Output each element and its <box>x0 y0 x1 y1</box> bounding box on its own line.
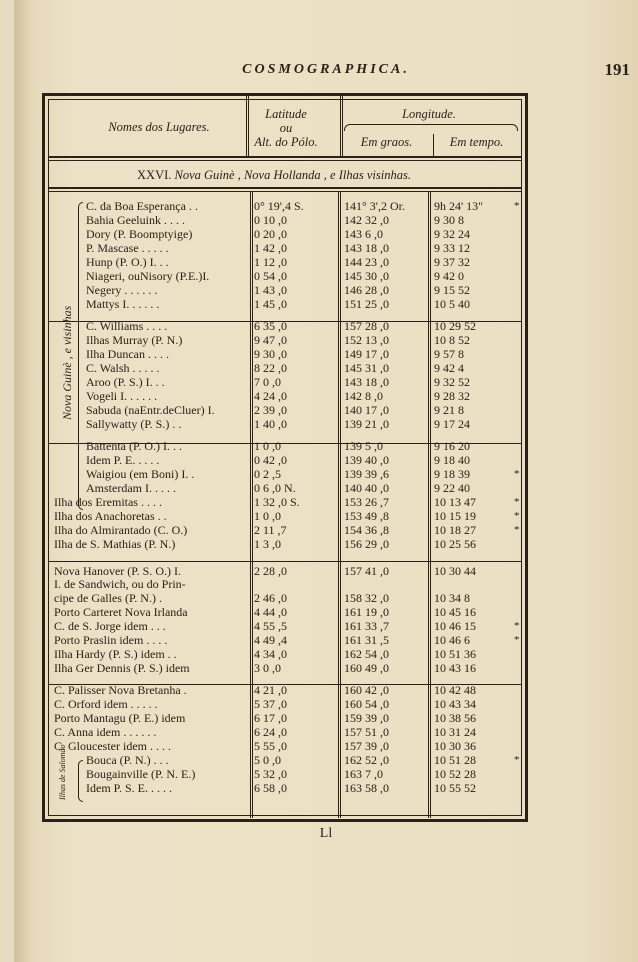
latitude-value: 4 34 ,0 <box>254 647 287 661</box>
latitude-value: 0 42 ,0 <box>254 453 287 467</box>
table-row <box>14 214 534 228</box>
table-row <box>14 376 534 390</box>
place-name: Mattys I. . . . . . <box>86 298 160 311</box>
place-name: Porto Carteret Nova Irlanda <box>54 606 188 619</box>
table-row <box>14 404 534 418</box>
observation-mark: * <box>514 468 520 480</box>
book-page <box>14 0 638 962</box>
longitude-degrees: 158 32 ,0 <box>344 591 389 605</box>
header-latitude-1: Latitude <box>265 107 307 121</box>
table-row <box>14 510 534 524</box>
place-name: Sallywatty (P. S.) . . <box>86 418 182 431</box>
place-name: Waigiou (em Boni) I. . <box>86 468 195 481</box>
table-row <box>14 565 534 579</box>
latitude-value: 0° 19',4 S. <box>254 199 304 213</box>
table-row <box>14 754 534 768</box>
longitude-degrees: 145 30 ,0 <box>344 269 389 283</box>
table-row <box>14 698 534 712</box>
table-row <box>14 468 534 482</box>
place-name: Idem P. E. . . . . <box>86 454 160 467</box>
table-row <box>14 362 534 376</box>
longitude-degrees: 157 39 ,0 <box>344 739 389 753</box>
table-row <box>14 418 534 432</box>
table-row <box>14 440 534 454</box>
place-name: Ilha Ger Dennis (P. S.) idem <box>54 662 190 675</box>
longitude-time: 9 15 52 <box>434 283 470 297</box>
latitude-value: 1 32 ,0 S. <box>254 495 300 509</box>
longitude-time: 9 33 12 <box>434 241 470 255</box>
longitude-degrees: 152 13 ,0 <box>344 333 389 347</box>
latitude-value: 1 43 ,0 <box>254 283 287 297</box>
latitude-value: 1 0 ,0 <box>254 439 281 453</box>
table-row <box>14 390 534 404</box>
longitude-time: 9 21 8 <box>434 403 464 417</box>
table-row <box>14 270 534 284</box>
table-row <box>14 740 534 754</box>
header-degrees: Em graos. <box>360 135 413 149</box>
table-row <box>14 242 534 256</box>
longitude-degrees: 141° 3',2 Or. <box>344 199 405 213</box>
place-name: cipe de Galles (P. N.) . <box>54 592 162 605</box>
latitude-value: 4 55 ,5 <box>254 619 287 633</box>
longitude-degrees: 160 54 ,0 <box>344 697 389 711</box>
longitude-degrees: 162 54 ,0 <box>344 647 389 661</box>
longitude-time: 10 13 47 <box>434 495 476 509</box>
place-name: Ilha do Almirantado (C. O.) <box>54 524 188 537</box>
longitude-time: 10 5 40 <box>434 297 470 311</box>
place-name: Battenta (P. O.) I. . . <box>86 440 182 453</box>
table-row <box>14 228 534 242</box>
latitude-value: 1 0 ,0 <box>254 509 281 523</box>
place-name: C. Gloucester idem . . . . <box>54 740 171 753</box>
table-row <box>14 256 534 270</box>
observation-mark: * <box>514 496 520 508</box>
longitude-degrees: 160 49 ,0 <box>344 661 389 675</box>
longitude-degrees: 157 28 ,0 <box>344 319 389 333</box>
longitude-time: 10 30 36 <box>434 739 476 753</box>
latitude-value: 6 58 ,0 <box>254 781 287 795</box>
table-row <box>14 578 534 592</box>
table-row <box>14 662 534 676</box>
longitude-degrees: 143 6 ,0 <box>344 227 383 241</box>
table-row <box>14 768 534 782</box>
table-row <box>14 634 534 648</box>
header-names: Nomes dos Lugares. <box>108 120 210 134</box>
longitude-time: 10 15 19 <box>434 509 476 523</box>
place-name: Ilha dos Anachoretas . . <box>54 510 167 523</box>
longitude-degrees: 161 19 ,0 <box>344 605 389 619</box>
latitude-value: 3 0 ,0 <box>254 661 281 675</box>
latitude-value: 5 37 ,0 <box>254 697 287 711</box>
longitude-time: 10 55 52 <box>434 781 476 795</box>
longitude-degrees: 157 41 ,0 <box>344 564 389 578</box>
latitude-value: 9 47 ,0 <box>254 333 287 347</box>
longitude-time: 10 51 36 <box>434 647 476 661</box>
longitude-degrees: 144 23 ,0 <box>344 255 389 269</box>
longitude-degrees: 161 33 ,7 <box>344 619 389 633</box>
longitude-time: 9 42 0 <box>434 269 464 283</box>
longitude-time: 9 42 4 <box>434 361 464 375</box>
place-name: Ilha Hardy (P. S.) idem . . <box>54 648 177 661</box>
longitude-degrees: 143 18 ,0 <box>344 375 389 389</box>
observation-mark: * <box>514 524 520 536</box>
place-name: P. Mascase . . . . . <box>86 242 169 255</box>
longitude-time: 10 43 16 <box>434 661 476 675</box>
latitude-value: 2 11 ,7 <box>254 523 287 537</box>
latitude-value: 5 32 ,0 <box>254 767 287 781</box>
latitude-value: 5 55 ,0 <box>254 739 287 753</box>
place-name: Aroo (P. S.) I. . . <box>86 376 165 389</box>
col-rule-time <box>433 134 434 156</box>
place-name: Porto Mantagu (P. E.) idem <box>54 712 186 725</box>
longitude-time: 9h 24' 13" <box>434 199 484 213</box>
place-name: Hunp (P. O.) I. . . <box>86 256 169 269</box>
table-row <box>14 782 534 796</box>
table-row <box>14 454 534 468</box>
place-name: C. Williams . . . . <box>86 320 168 333</box>
header-latitude-3: Alt. do Pólo. <box>254 135 318 149</box>
place-name: C. Palisser Nova Bretanha . <box>54 684 187 697</box>
table-row <box>14 524 534 538</box>
section-rule-2 <box>48 191 522 192</box>
table-row <box>14 538 534 552</box>
latitude-value: 1 42 ,0 <box>254 241 287 255</box>
latitude-value: 6 17 ,0 <box>254 711 287 725</box>
longitude-degrees: 156 29 ,0 <box>344 537 389 551</box>
side-label-salomao: Ilhas de Salomão <box>58 744 67 800</box>
place-name: I. de Sandwich, ou do Prin- <box>54 578 186 591</box>
longitude-degrees: 145 31 ,0 <box>344 361 389 375</box>
longitude-degrees: 161 31 ,5 <box>344 633 389 647</box>
place-name: Sabuda (naEntr.deCluer) I. <box>86 404 215 417</box>
longitude-degrees: 149 17 ,0 <box>344 347 389 361</box>
longitude-degrees: 163 7 ,0 <box>344 767 383 781</box>
place-name: C. Anna idem . . . . . . <box>54 726 157 739</box>
longitude-time: 10 18 27 <box>434 523 476 537</box>
latitude-value: 6 24 ,0 <box>254 725 287 739</box>
section-title <box>54 168 494 183</box>
observation-mark: * <box>514 620 520 632</box>
latitude-value: 1 12 ,0 <box>254 255 287 269</box>
place-name: Bahia Geeluink . . . . <box>86 214 185 227</box>
table-row <box>14 620 534 634</box>
latitude-value: 2 39 ,0 <box>254 403 287 417</box>
latitude-value: 4 49 ,4 <box>254 633 287 647</box>
longitude-time: 10 8 52 <box>434 333 470 347</box>
longitude-degrees: 160 42 ,0 <box>344 683 389 697</box>
latitude-value: 0 20 ,0 <box>254 227 287 241</box>
longitude-degrees: 139 21 ,0 <box>344 417 389 431</box>
longitude-degrees: 139 39 ,6 <box>344 467 389 481</box>
place-name: C. Walsh . . . . . <box>86 362 160 375</box>
latitude-value: 9 30 ,0 <box>254 347 287 361</box>
longitude-time: 10 30 44 <box>434 564 476 578</box>
latitude-value: 0 6 ,0 N. <box>254 481 296 495</box>
observation-mark: * <box>514 754 520 766</box>
longitude-time: 10 45 16 <box>434 605 476 619</box>
place-name: Ilhas Murray (P. N.) <box>86 334 183 347</box>
longitude-degrees: 142 32 ,0 <box>344 213 389 227</box>
header-rule-2 <box>48 160 522 161</box>
table-row <box>14 684 534 698</box>
table-row <box>14 334 534 348</box>
longitude-degrees: 154 36 ,8 <box>344 523 389 537</box>
section-number: XXVI. <box>137 168 172 182</box>
side-label-nova-guine: Nova Guinè , e visinhas <box>60 305 74 420</box>
place-name: Bouca (P. N.) . . . <box>86 754 169 767</box>
table-row <box>14 320 534 334</box>
latitude-value: 6 35 ,0 <box>254 319 287 333</box>
table-row <box>14 496 534 510</box>
place-name: C. de S. Jorge idem . . . <box>54 620 166 633</box>
longitude-time: 10 52 28 <box>434 767 476 781</box>
section-rule <box>48 187 522 189</box>
longitude-time: 10 43 34 <box>434 697 476 711</box>
longitude-degrees: 153 49 ,8 <box>344 509 389 523</box>
place-name: C. Orford idem . . . . . <box>54 698 158 711</box>
longitude-degrees: 157 51 ,0 <box>344 725 389 739</box>
latitude-value: 1 40 ,0 <box>254 417 287 431</box>
longitude-time: 10 31 24 <box>434 725 476 739</box>
latitude-value: 0 54 ,0 <box>254 269 287 283</box>
longitude-time: 10 46 6 <box>434 633 470 647</box>
place-name: Negery . . . . . . <box>86 284 158 297</box>
place-name: Ilha Duncan . . . . <box>86 348 169 361</box>
observation-mark: * <box>514 510 520 522</box>
table-row <box>14 298 534 312</box>
latitude-value: 4 21 ,0 <box>254 683 287 697</box>
col-rule-lat <box>246 96 249 156</box>
longitude-degrees: 139 5 ,0 <box>344 439 383 453</box>
place-name: Porto Praslin idem . . . . <box>54 634 168 647</box>
place-name: C. da Boa Esperança . . <box>86 200 198 213</box>
place-name: Vogeli I. . . . . . <box>86 390 158 403</box>
header-longitude: Longitude. <box>402 107 456 121</box>
header-latitude-2: ou <box>279 121 293 135</box>
longitude-degrees: 140 17 ,0 <box>344 403 389 417</box>
longitude-time: 10 29 52 <box>434 319 476 333</box>
longitude-time: 9 18 39 <box>434 467 470 481</box>
longitude-time: 10 34 8 <box>434 591 470 605</box>
table-row <box>14 712 534 726</box>
table-row <box>14 348 534 362</box>
latitude-value: 5 0 ,0 <box>254 753 281 767</box>
latitude-value: 7 0 ,0 <box>254 375 281 389</box>
place-name: Idem P. S. E. . . . . <box>86 782 173 795</box>
signature-mark: Ll <box>319 826 333 841</box>
latitude-value: 0 10 ,0 <box>254 213 287 227</box>
table-row <box>14 606 534 620</box>
longitude-time: 9 30 8 <box>434 213 464 227</box>
longitude-degrees: 159 39 ,0 <box>344 711 389 725</box>
place-name: Niageri, ouNisory (P.E.)I. <box>86 270 210 283</box>
longitude-time: 9 17 24 <box>434 417 470 431</box>
latitude-value: 0 2 ,5 <box>254 467 281 481</box>
table-row <box>14 284 534 298</box>
longitude-degrees: 146 28 ,0 <box>344 283 389 297</box>
latitude-value: 4 44 ,0 <box>254 605 287 619</box>
longitude-time: 9 57 8 <box>434 347 464 361</box>
latitude-value: 4 24 ,0 <box>254 389 287 403</box>
longitude-time: 9 32 52 <box>434 375 470 389</box>
longitude-time: 10 46 15 <box>434 619 476 633</box>
table-row <box>14 482 534 496</box>
longitude-brace <box>344 124 518 131</box>
longitude-degrees: 139 40 ,0 <box>344 453 389 467</box>
longitude-time: 9 22 40 <box>434 481 470 495</box>
table-row <box>14 592 534 606</box>
longitude-degrees: 151 25 ,0 <box>344 297 389 311</box>
longitude-time: 9 18 40 <box>434 453 470 467</box>
longitude-time: 10 51 28 <box>434 753 476 767</box>
place-name: Nova Hanover (P. S. O.) I. <box>54 565 181 578</box>
longitude-degrees: 142 8 ,0 <box>344 389 383 403</box>
table-row <box>14 726 534 740</box>
section-name: Nova Guinè , Nova Hollanda , e Ilhas visinhas. <box>174 168 411 182</box>
longitude-time: 9 37 32 <box>434 255 470 269</box>
table-row <box>14 200 534 214</box>
place-name: Amsterdam I. . . . . <box>86 482 176 495</box>
header-time: Em tempo. <box>449 135 504 149</box>
observation-mark: * <box>514 634 520 646</box>
place-name: Ilha de S. Mathias (P. N.) <box>54 538 176 551</box>
group-rule-3 <box>48 561 522 562</box>
longitude-degrees: 153 26 ,7 <box>344 495 389 509</box>
latitude-value: 2 28 ,0 <box>254 564 287 578</box>
table-row <box>14 648 534 662</box>
latitude-value: 1 3 ,0 <box>254 537 281 551</box>
longitude-time: 10 42 48 <box>434 683 476 697</box>
page-number: 191 <box>604 60 630 79</box>
longitude-time: 9 32 24 <box>434 227 470 241</box>
longitude-time: 10 38 56 <box>434 711 476 725</box>
header-rule <box>48 156 522 158</box>
latitude-value: 1 45 ,0 <box>254 297 287 311</box>
latitude-value: 8 22 ,0 <box>254 361 287 375</box>
longitude-time: 9 16 20 <box>434 439 470 453</box>
place-name: Ilha dos Eremitas . . . . <box>54 496 162 509</box>
longitude-degrees: 162 52 ,0 <box>344 753 389 767</box>
longitude-time: 10 25 56 <box>434 537 476 551</box>
place-name: Bougainville (P. N. E.) <box>86 768 196 781</box>
place-name: Dory (P. Boomptyige) <box>86 228 193 241</box>
longitude-degrees: 163 58 ,0 <box>344 781 389 795</box>
col-rule-lon <box>340 96 343 156</box>
latitude-value: 2 46 ,0 <box>254 591 287 605</box>
longitude-time: 9 28 32 <box>434 389 470 403</box>
running-head: COSMOGRAPHICA. <box>242 62 410 77</box>
longitude-degrees: 140 40 ,0 <box>344 481 389 495</box>
longitude-degrees: 143 18 ,0 <box>344 241 389 255</box>
observation-mark: * <box>514 200 520 212</box>
